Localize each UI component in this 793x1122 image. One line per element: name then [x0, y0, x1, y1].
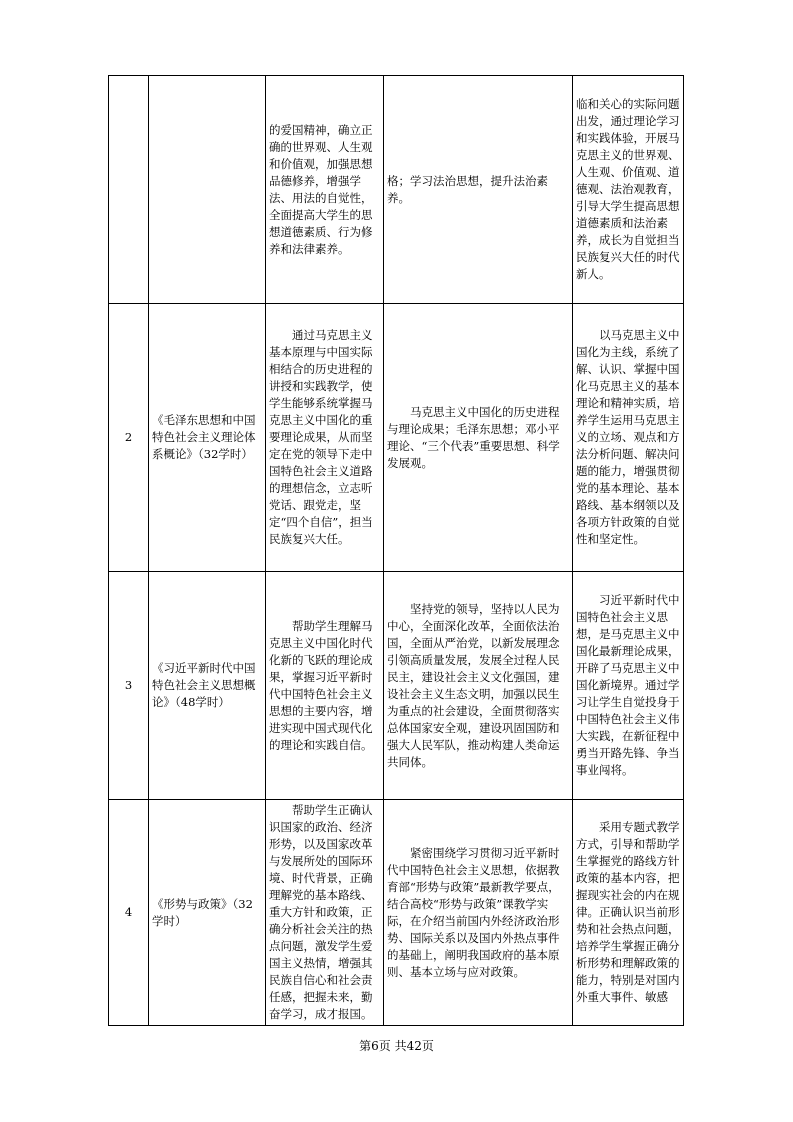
course-number — [109, 76, 149, 304]
course-number: 4 — [109, 800, 149, 1026]
course-content: 紧密围绕学习贯彻习近平新时代中国特色社会主义思想，依据教育部“形势与政策”最新教学要点，结合高校“形势与政策”课教学实际，在介绍当前国内外经济政治形势、国际关系以及国内外热点事件的基础上，阐明我国政府的基本原则、基本立场与应对政策。 — [384, 800, 573, 1026]
course-objective: 的爱国精神，确立正确的世界观、人生观和价值观，加强思想品德修养，增强学法、用法的自觉性，全面提高大学生的思想道德素质、行为修养和法律素养。 — [266, 76, 384, 304]
table-row — [109, 304, 684, 572]
course-content: 格；学习法治思想，提升法治素养。 — [384, 76, 573, 304]
course-number: 3 — [109, 572, 149, 800]
course-objective: 帮助学生正确认识国家的政治、经济形势，以及国家改革与发展所处的国际环境、时代背景，正确理解党的基本路线、重大方针和政策，正确分析社会关注的热点问题，激发学生爱国主义热情，增强其民族自信心和社会责任感，把握未来，勤奋学习，成才报国。 — [266, 800, 384, 1026]
course-name: 《习近平新时代中国特色社会主义思想概论》（48学时） — [149, 572, 266, 800]
course-goal: 临和关心的实际问题出发，通过理论学习和实践体验，开展马克思主义的世界观、人生观、价值观、道德观、法治观教育，引导大学生提高思想道德素质和法治素养，成长为自觉担当民族复兴大任的时代新人。 — [573, 76, 684, 304]
course-content: 坚持党的领导，坚持以人民为中心，全面深化改革，全面依法治国，全面从严治党，以新发展理念引领高质量发展，发展全过程人民民主，建设社会主义文化强国，建设社会主义生态文明，加强以民生为重点的社会建设，全面贯彻落实总体国家安全观，建设巩固国防和强大人民军队，推动构建人类命运共同体。 — [384, 572, 573, 800]
table-row — [109, 800, 684, 1026]
course-content: 马克思主义中国化的历史进程与理论成果；毛泽东思想；邓小平理论、“三个代表”重要思想、科学发展观。 — [384, 304, 573, 572]
course-goal: 采用专题式教学方式，引导和帮助学生掌握党的路线方针政策的基本内容，把握现实社会的内在规律。正确认识当前形势和社会热点问题，培养学生掌握正确分析形势和理解政策的能力，特别是对国内外重大事件、敏感 — [573, 800, 684, 1026]
course-goal: 习近平新时代中国特色社会主义思想，是马克思主义中国化最新理论成果，开辟了马克思主义中国化新境界。通过学习让学生自觉投身于中国特色社会主义伟大实践，在新征程中勇当开路先锋、争当事业闯将。 — [573, 572, 684, 800]
course-name: 《毛泽东思想和中国特色社会主义理论体系概论》（32学时） — [149, 304, 266, 572]
course-name — [149, 76, 266, 304]
course-number: 2 — [109, 304, 149, 572]
course-name: 《形势与政策》（32学时） — [149, 800, 266, 1026]
table-row — [109, 76, 684, 304]
course-goal: 以马克思主义中国化为主线，系统了解、认识、掌握中国化马克思主义的基本理论和精神实质，培养学生运用马克思主义的立场、观点和方法分析问题、解决问题的能力，增强贯彻党的基本理论、基本路线、基本纲领以及各项方针政策的自觉性和坚定性。 — [573, 304, 684, 572]
table-row — [109, 572, 684, 800]
course-objective: 通过马克思主义基本原理与中国实际相结合的历史进程的讲授和实践教学，使学生能够系统掌握马克思主义中国化的重要理论成果，从而坚定在党的领导下走中国特色社会主义道路的理想信念，立志听党话、跟党走，坚定“四个自信”，担当民族复兴大任。 — [266, 304, 384, 572]
page-footer: 第6页 共42页 — [359, 1039, 434, 1053]
course-table — [108, 75, 684, 1026]
course-objective: 帮助学生理解马克思主义中国化时代化新的飞跃的理论成果，掌握习近平新时代中国特色社会主义思想的主要内容，增进实现中国式现代化的理论和实践自信。 — [266, 572, 384, 800]
